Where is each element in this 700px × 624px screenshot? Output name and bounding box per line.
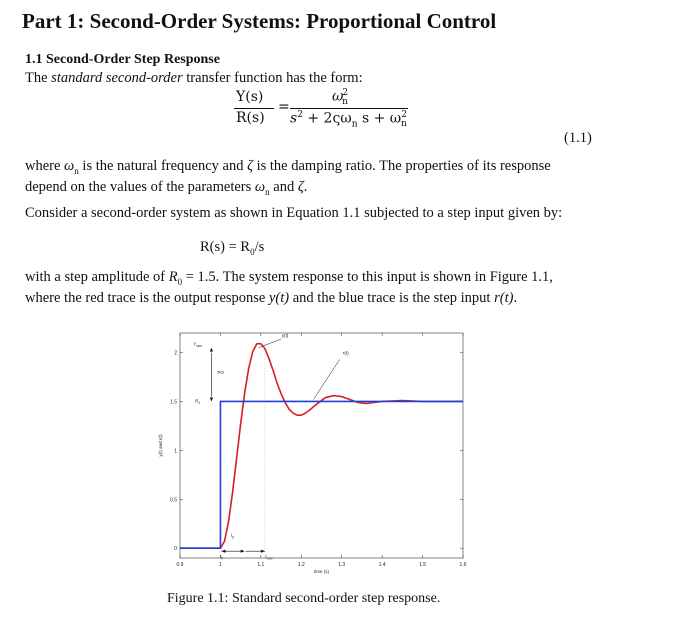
y-curve-label: y(t): [281, 333, 289, 338]
omega-symbol: ω: [254, 178, 266, 195]
step-input-equation: [200, 239, 264, 260]
text: is the damping ratio. The properties of its response: [252, 158, 551, 174]
x-tick-label: 1.3: [338, 562, 346, 568]
po-arrow-down: [210, 397, 213, 401]
where-line-2: [25, 179, 685, 200]
sub: n: [265, 186, 270, 197]
consider-text: Consider a second-order system as shown in Equation 1.1 subjected to a step input given by:: [25, 205, 563, 221]
y-tick-label: 1: [174, 448, 177, 455]
text: where: [25, 158, 65, 174]
equation-number: (1.1): [564, 130, 592, 146]
tmax-label: $t_{max}$: [265, 554, 273, 561]
tp-label: $t_p$: [231, 532, 235, 539]
r-curve-pointer: [313, 359, 339, 399]
transfer-function-equation: [232, 88, 412, 130]
y-axis-label: y(t) and r(t): [158, 434, 163, 457]
tmax-arrow-right: [261, 550, 265, 553]
amplitude-line-2: [25, 290, 685, 306]
term-c: s + ω: [357, 110, 402, 127]
ymax-label: $Y_{max}$: [192, 341, 202, 349]
r0-symbol: R: [168, 269, 178, 285]
zeta-symbol: ζ: [247, 158, 253, 174]
eq-rhs-numerator: [332, 88, 355, 107]
sub: 0: [177, 276, 183, 287]
x-tick-label: 1.2: [297, 562, 305, 568]
eq-lhs-fraction-line: [234, 108, 274, 109]
section-number: 1.1: [25, 52, 43, 67]
eq-rhs-fraction-line: [290, 108, 408, 109]
text: /s: [254, 239, 265, 255]
sub: n: [400, 119, 407, 130]
tp-arrow-right: [241, 550, 245, 553]
section-heading: [25, 52, 220, 68]
s-var: s: [290, 110, 298, 127]
term-b: + 2ςω: [302, 110, 352, 127]
y-tick-label: 2: [174, 350, 177, 357]
sub: n: [342, 97, 348, 108]
eq-equals: =: [278, 99, 290, 115]
where-paragraph: [25, 158, 685, 200]
text: is the natural frequency and: [78, 158, 248, 174]
r-of-t: r(t): [494, 289, 514, 306]
r0-label: $R_0$: [194, 398, 200, 405]
y-tick-label: 0: [174, 546, 177, 553]
x-tick-label: 1: [219, 562, 222, 568]
x-tick-label: 0.9: [176, 562, 184, 568]
text: where the red trace is the output response: [25, 289, 269, 306]
text: and: [269, 178, 298, 195]
text: R(s) = R: [200, 239, 251, 255]
omega-symbol: ω: [332, 88, 344, 105]
amplitude-line-1: [25, 269, 685, 290]
text: = 1.5. The system response to this input is shown in Figure 1.1,: [182, 269, 553, 285]
intro-italic: standard second-order: [51, 70, 183, 86]
zeta-symbol: ζ: [297, 178, 304, 195]
y-curve-pointer: [259, 339, 281, 348]
step-response-figure: [150, 325, 480, 585]
series-line-rt: [180, 401, 463, 548]
figure-caption: Figure 1.1: Standard second-order step response.: [167, 591, 441, 606]
y-tick-label: 1.5: [170, 399, 177, 406]
intro-text: [25, 70, 363, 86]
y-of-t: y(t): [269, 289, 290, 306]
r-curve-label: r(t): [342, 350, 349, 356]
eq-rhs-denominator: [290, 110, 413, 129]
eq-lhs-denominator: R(s): [236, 110, 265, 126]
sup: 2: [342, 88, 349, 98]
amplitude-paragraph: [25, 269, 685, 306]
x-tick-label: 1.6: [459, 562, 467, 568]
t0-label: $t_0$: [219, 554, 223, 561]
x-axis-label: time (s): [314, 569, 329, 574]
text: .: [303, 178, 308, 195]
x-tick-label: 1.1: [257, 562, 265, 568]
text: depend on the values of the parameters: [25, 178, 255, 195]
tp-arrow-left: [221, 550, 225, 553]
where-line-1: [25, 158, 685, 179]
po-label: PO: [217, 370, 224, 376]
sup: 2: [401, 110, 407, 120]
intro-suffix: transfer function has the form:: [186, 70, 363, 86]
eq-lhs-numerator: Y(s): [236, 89, 264, 105]
x-tick-label: 1.5: [419, 562, 427, 568]
sub: 0: [250, 246, 255, 257]
plot-frame: [180, 333, 463, 558]
text: and the blue trace is the step input: [289, 289, 495, 306]
text: with a step amplitude of: [25, 269, 169, 285]
sub: n: [74, 165, 79, 176]
section-title: Second-Order Step Response: [46, 52, 220, 67]
page-title: Part 1: Second-Order Systems: Proportional Control: [22, 9, 497, 33]
sup: 2: [297, 110, 303, 120]
y-tick-label: 0.5: [170, 497, 177, 504]
text: .: [513, 289, 518, 306]
x-tick-label: 1.4: [378, 562, 386, 568]
sub: n: [351, 119, 358, 130]
po-arrow-up: [210, 348, 213, 352]
intro-prefix: The: [25, 70, 48, 86]
omega-symbol: ω: [64, 158, 75, 174]
